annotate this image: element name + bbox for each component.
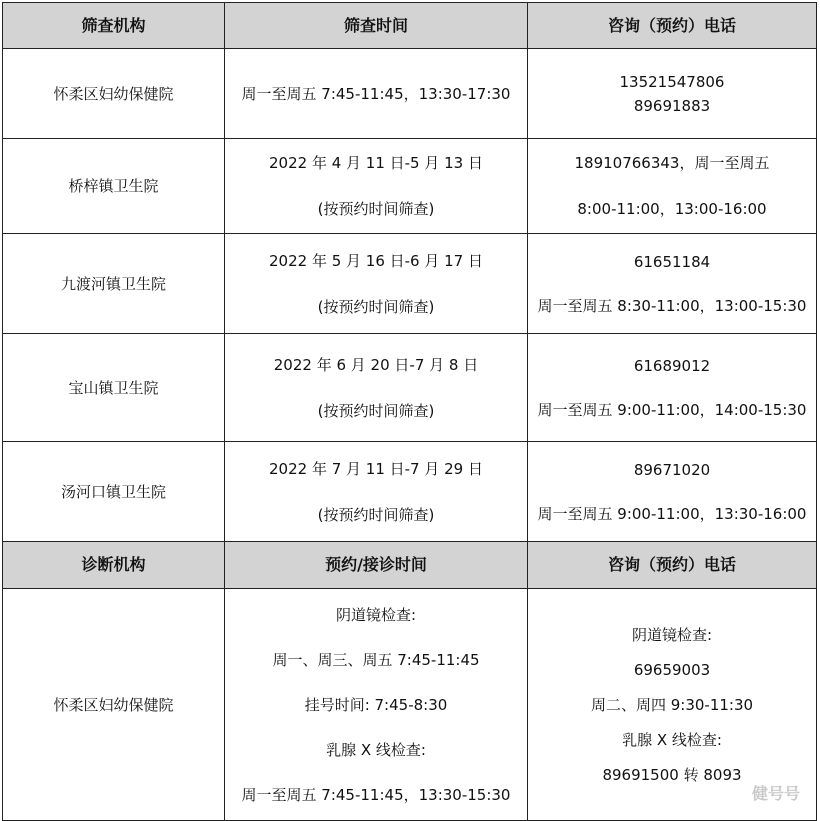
time-line: 周一至周五 7:45-11:45，13:30-15:30 bbox=[241, 785, 511, 804]
phone-line: 89691500 转 8093 bbox=[602, 765, 742, 784]
time-line: 2022 年 6 月 20 日-7 月 8 日 bbox=[273, 355, 479, 374]
phone-line: 89671020 bbox=[633, 460, 711, 479]
time-line: 阴道镜检查: bbox=[335, 605, 417, 624]
phone-line: 乳腺 X 线检查: bbox=[622, 730, 722, 749]
phone-line: 周二、周四 9:30-11:30 bbox=[590, 695, 754, 714]
screening-header-row bbox=[3, 3, 817, 49]
header-time: 筛查时间 bbox=[225, 3, 528, 49]
table-row bbox=[3, 49, 817, 139]
header-appointment-time: 预约/接诊时间 bbox=[225, 542, 528, 589]
institution-cell: 宝山镇卫生院 bbox=[3, 334, 225, 442]
phone-line: 61651184 bbox=[633, 252, 711, 271]
phone-line: 周一至周五 9:00-11:00，14:00-15:30 bbox=[537, 400, 807, 419]
time-line: (按预约时间筛查) bbox=[317, 200, 435, 218]
institution-cell: 怀柔区妇幼保健院 bbox=[3, 49, 225, 139]
time-line: (按预约时间筛查) bbox=[317, 505, 435, 524]
watermark: 健号号 bbox=[751, 784, 800, 803]
time-line: 2022 年 4 月 11 日-5 月 13 日 bbox=[269, 154, 483, 172]
time-cell bbox=[225, 442, 528, 542]
header-institution: 筛查机构 bbox=[3, 3, 225, 49]
phone-line: 13521547806 bbox=[619, 72, 725, 91]
time-line: 2022 年 7 月 11 日-7 月 29 日 bbox=[269, 459, 483, 478]
phone-cell bbox=[528, 334, 817, 442]
time-line: 乳腺 X 线检查: bbox=[326, 740, 426, 759]
table-row bbox=[3, 589, 817, 821]
institution-cell: 怀柔区妇幼保健院 bbox=[3, 589, 225, 821]
table-row bbox=[3, 334, 817, 442]
time-line: 周一、周三、周五 7:45-11:45 bbox=[272, 650, 480, 669]
time-line: (按预约时间筛查) bbox=[317, 297, 435, 316]
institution-cell: 桥梓镇卫生院 bbox=[3, 139, 225, 234]
phone-line: 周一至周五 9:00-11:00，13:30-16:00 bbox=[537, 504, 807, 523]
phone-line: 69659003 bbox=[633, 660, 711, 679]
table-row bbox=[3, 234, 817, 334]
phone-line: 阴道镜检查: bbox=[631, 625, 713, 644]
header-diagnosis-institution: 诊断机构 bbox=[3, 542, 225, 589]
phone-cell bbox=[528, 234, 817, 334]
time-cell bbox=[225, 589, 528, 821]
phone-line: 89691883 bbox=[633, 96, 711, 115]
table-row bbox=[3, 442, 817, 542]
phone-cell bbox=[528, 139, 817, 234]
phone-line: 61689012 bbox=[633, 356, 711, 375]
time-cell bbox=[225, 139, 528, 234]
time-line: 挂号时间: 7:45-8:30 bbox=[304, 695, 448, 714]
header-phone: 咨询（预约）电话 bbox=[528, 3, 817, 49]
phone-line: 周一至周五 8:30-11:00，13:00-15:30 bbox=[537, 296, 807, 315]
time-line: (按预约时间筛查) bbox=[317, 401, 435, 420]
institution-cell: 九渡河镇卫生院 bbox=[3, 234, 225, 334]
institution-cell: 汤河口镇卫生院 bbox=[3, 442, 225, 542]
time-line: 2022 年 5 月 16 日-6 月 17 日 bbox=[269, 251, 483, 270]
diagnosis-header-row bbox=[3, 542, 817, 589]
table-row bbox=[3, 139, 817, 234]
time-cell bbox=[225, 334, 528, 442]
screening-table bbox=[2, 2, 817, 821]
phone-line: 18910766343，周一至周五 bbox=[574, 154, 770, 172]
time-line: 周一至周五 7:45-11:45，13:30-17:30 bbox=[241, 84, 511, 103]
phone-cell bbox=[528, 49, 817, 139]
phone-cell bbox=[528, 442, 817, 542]
phone-line: 8:00-11:00，13:00-16:00 bbox=[577, 200, 767, 218]
header-diagnosis-phone: 咨询（预约）电话 bbox=[528, 542, 817, 589]
time-cell bbox=[225, 234, 528, 334]
time-cell bbox=[225, 49, 528, 139]
